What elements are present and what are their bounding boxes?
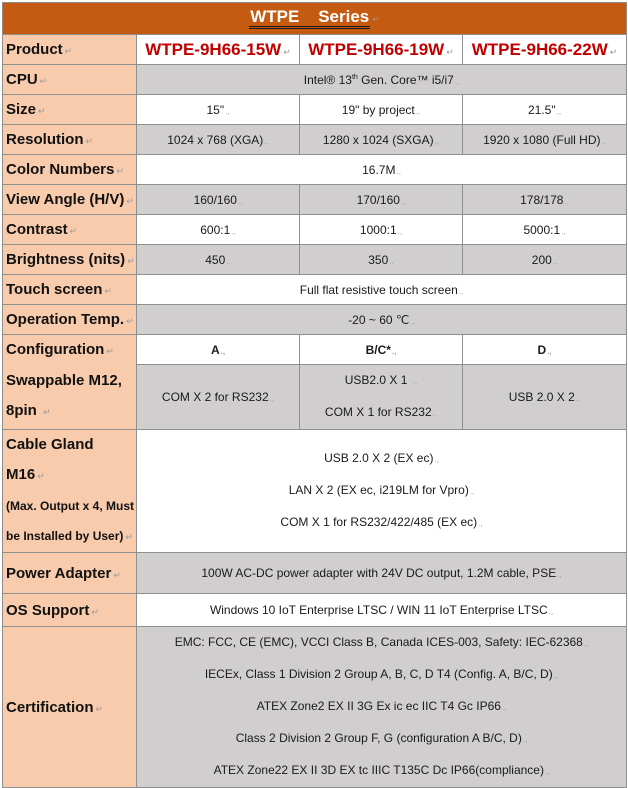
cable-gland-line-usb: USB 2.0 X 2 (EX ec)., [324, 451, 439, 465]
touch-screen-row [3, 275, 627, 305]
cable-gland-value [137, 430, 627, 553]
view-angle-row [3, 185, 627, 215]
spec-table [2, 2, 627, 788]
configuration-15w: A., [137, 335, 300, 365]
row-label-view-angle: View Angle (H/V) ↵ [3, 185, 137, 215]
resolution-15w: 1024 x 768 (XGA)., [137, 125, 300, 155]
cable-gland-line-com: COM X 1 for RS232/422/485 (EX ec)., [280, 515, 483, 529]
model-15w: WTPE-9H66-15W ↵ [137, 35, 300, 65]
configuration-row [3, 335, 627, 365]
row-label-os-support: OS Support ↵ [3, 594, 137, 627]
cable-gland-line-lan: LAN X 2 (EX ec, i219LM for Vpro)., [288, 483, 475, 497]
product-row [3, 35, 627, 65]
row-label-color-numbers: Color Numbers ↵ [3, 155, 137, 185]
row-label-brightness: Brightness (nits) ↵ [3, 245, 137, 275]
color-numbers-row [3, 155, 627, 185]
power-adapter-row [3, 553, 627, 594]
size-22w: 21.5"., [463, 95, 627, 125]
size-19w: 19" by project., [300, 95, 463, 125]
title-row [3, 3, 627, 35]
size-row [3, 95, 627, 125]
model-22w: WTPE-9H66-22W ↵ [463, 35, 627, 65]
view-angle-19w: 170/160., [300, 185, 463, 215]
contrast-19w: 1000:1., [300, 215, 463, 245]
certification-value [137, 627, 627, 788]
configuration-label: Configuration ↵ [6, 341, 114, 358]
certification-line-atex-zone22: ATEX Zone22 EX II 3D EX tc IIIC T135C Dc IP66(compliance)., [213, 763, 550, 777]
resolution-22w: 1920 x 1080 (Full HD)., [463, 125, 627, 155]
view-angle-15w: 160/160., [137, 185, 300, 215]
series-title-cell [3, 3, 627, 35]
configuration-22w: D., [463, 335, 627, 365]
cable-gland-label-line2: (Max. Output x 4, Must [6, 499, 135, 513]
size-15w: 15"., [137, 95, 300, 125]
row-label-certification: Certification ↵ [3, 627, 137, 788]
swappable-15w: COM X 2 for RS232., [137, 365, 300, 430]
row-label-size: Size ↵ [3, 95, 137, 125]
operation-temp-row [3, 305, 627, 335]
resolution-row [3, 125, 627, 155]
resolution-19w: 1280 x 1024 (SXGA)., [300, 125, 463, 155]
certification-line-atex-zone2: ATEX Zone2 EX II 3G Ex ic ec IIC T4 Gc IP66., [256, 699, 507, 713]
row-label-contrast: Contrast ↵ [3, 215, 137, 245]
contrast-15w: 600:1., [137, 215, 300, 245]
os-support-value: Windows 10 IoT Enterprise LTSC / WIN 11 IoT Enterprise LTSC., [137, 594, 627, 627]
color-numbers-value: 16.7M., [137, 155, 627, 185]
row-label-operation-temp: Operation Temp. ↵ [3, 305, 137, 335]
brightness-row [3, 245, 627, 275]
row-label-cable-gland [3, 430, 137, 553]
series-title: WTPE Series [249, 8, 370, 29]
brightness-19w: 350., [300, 245, 463, 275]
swappable-22w: USB 2.0 X 2., [463, 365, 627, 430]
os-support-row [3, 594, 627, 627]
certification-line-iecex: IECEx, Class 1 Division 2 Group A, B, C, D T4 (Config. A, B/C, D)., [204, 667, 559, 681]
certification-line-emc: EMC: FCC, CE (EMC), VCCI Class B, Canada ICES-003, Safety: IEC-62368., [174, 635, 589, 649]
row-label-touch-screen: Touch screen ↵ [3, 275, 137, 305]
row-label-resolution: Resolution ↵ [3, 125, 137, 155]
view-angle-22w: 178/178., [463, 185, 627, 215]
cpu-value: Intel® 13th Gen. Core™ i5/i7., [137, 65, 627, 95]
paragraph-mark-icon: ↵ [372, 14, 380, 24]
contrast-row [3, 215, 627, 245]
cable-gland-label-line1: Cable Gland M16 ↵ [6, 436, 94, 483]
contrast-22w: 5000:1., [463, 215, 627, 245]
row-label-power-adapter: Power Adapter ↵ [3, 553, 137, 594]
cable-gland-label-line3: be Installed by User) ↵ [6, 529, 133, 543]
swappable-19w: USB2.0 X 1 ., COM X 1 for RS232., [300, 365, 463, 430]
configuration-19w: B/C*., [300, 335, 463, 365]
swappable-label-line1: Swappable M12, [6, 372, 122, 389]
row-label-configuration [3, 335, 137, 430]
power-adapter-value: 100W AC-DC power adapter with 24V DC output, 1.2M cable, PSE., [137, 553, 627, 594]
row-label-cpu: CPU ↵ [3, 65, 137, 95]
row-label-product: Product ↵ [3, 35, 137, 65]
cable-gland-row [3, 430, 627, 553]
touch-screen-value: Full flat resistive touch screen., [137, 275, 627, 305]
brightness-22w: 200., [463, 245, 627, 275]
certification-line-class2: Class 2 Division 2 Group F, G (configuration A B/C, D)., [235, 731, 528, 745]
spec-sheet [2, 2, 626, 788]
certification-row [3, 627, 627, 788]
brightness-15w: 450., [137, 245, 300, 275]
model-19w: WTPE-9H66-19W ↵ [300, 35, 463, 65]
operation-temp-value: -20 ~ 60 ℃., [137, 305, 627, 335]
cpu-row [3, 65, 627, 95]
swappable-label-line2: 8pin ↵ [6, 402, 51, 419]
